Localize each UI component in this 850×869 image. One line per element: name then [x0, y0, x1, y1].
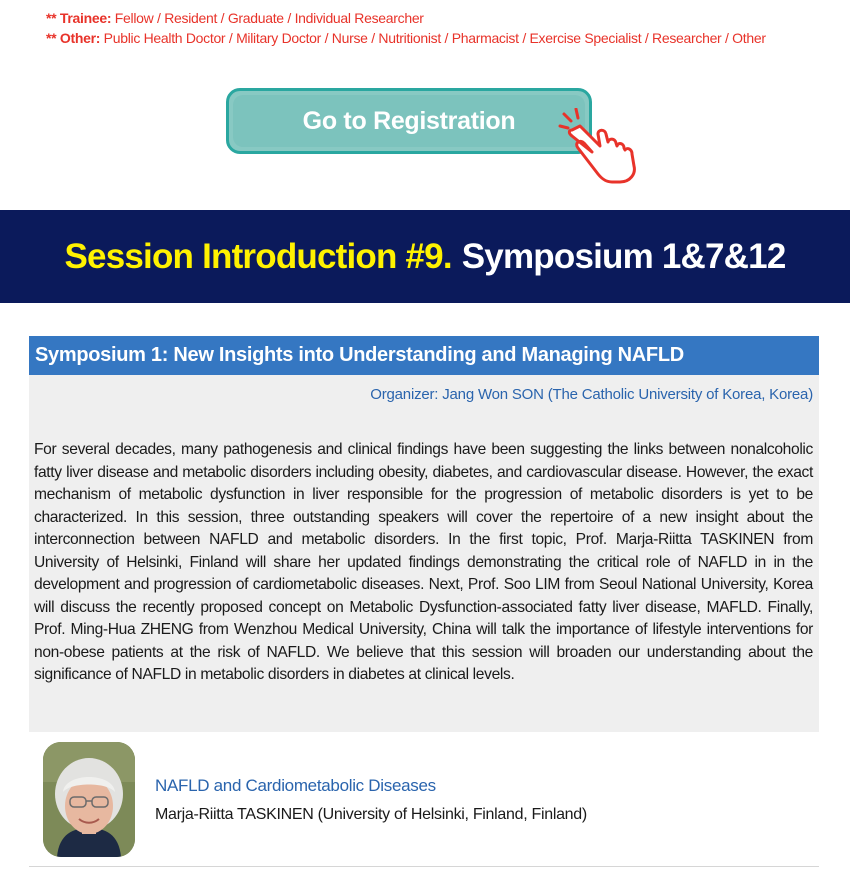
- symposium-description: For several decades, many pathogenesis and clinical findings have been suggesting the links between nonalcoholic fatty liver disease and metabolic disorders including obesity, diabetes, and cardiovascular disease. However, the exact mechanism of metabolic dysfunction in liver responsible for the progression of metabolic disorders is yet to be characterized. In this session, three outstanding speakers will cover the repertoire of a new insight about the interconnection between NAFLD and metabolic disorders. In the first topic, Prof. Marja-Riitta TASKINEN from University of Helsinki, Finland will share her updated findings demonstrating the critical role of NAFLD in in the development and progression of cardiometabolic diseases. Next, Prof. Soo LIM from Seoul National University, Korea will discuss the recently proposed concept on Metabolic Dysfunction-associated fatty liver disease, MAFLD. Finally, Prof. Ming-Hua ZHENG from Wenzhou Medical University, China will talk the importance of lifestyle interventions for non-obese patients at the risk of NAFLD. We believe that this session will broaden our understanding about the significance of NAFLD in metabolic disorders in diabetes at clinical levels.: [34, 441, 813, 683]
- speaker-avatar: [43, 742, 135, 857]
- speaker-card: [29, 742, 819, 868]
- go-to-registration-button[interactable]: [226, 88, 592, 154]
- session-title: Symposium 1&7&12: [461, 236, 786, 276]
- organizer-text: Organizer: Jang Won SON (The Catholic University of Korea, Korea): [370, 386, 813, 403]
- session-banner: [0, 210, 850, 303]
- pointing-hand-icon: [556, 108, 646, 184]
- registration-area: [226, 88, 646, 184]
- other-label: Other:: [59, 30, 101, 46]
- symposium-panel: [29, 336, 819, 732]
- trainee-note: ** Trainee: Fellow / Resident / Graduate / Individual Researcher: [46, 10, 424, 26]
- trainee-label: Trainee:: [59, 10, 112, 26]
- other-value: Public Health Doctor / Military Doctor / Nurse / Nutritionist / Pharmacist / Exercise Specialist / Researcher / Other: [100, 30, 766, 46]
- speaker-name: Marja-Riitta TASKINEN (University of Helsinki, Finland, Finland): [155, 806, 587, 823]
- divider: [29, 866, 819, 867]
- trainee-value: Fellow / Resident / Graduate / Individual Researcher: [111, 10, 424, 26]
- other-note: ** Other: Public Health Doctor / Military Doctor / Nurse / Nutritionist / Pharmacist / Exercise Specialist / Researcher / Other: [46, 30, 766, 46]
- speaker-talk-title: NAFLD and Cardiometabolic Diseases: [155, 776, 436, 795]
- session-number: Session Introduction #9.: [64, 236, 452, 276]
- symposium-title: Symposium 1: New Insights into Understanding and Managing NAFLD: [29, 336, 819, 375]
- registration-button-label: Go to Registration: [302, 106, 516, 135]
- eligibility-notes: [46, 8, 766, 48]
